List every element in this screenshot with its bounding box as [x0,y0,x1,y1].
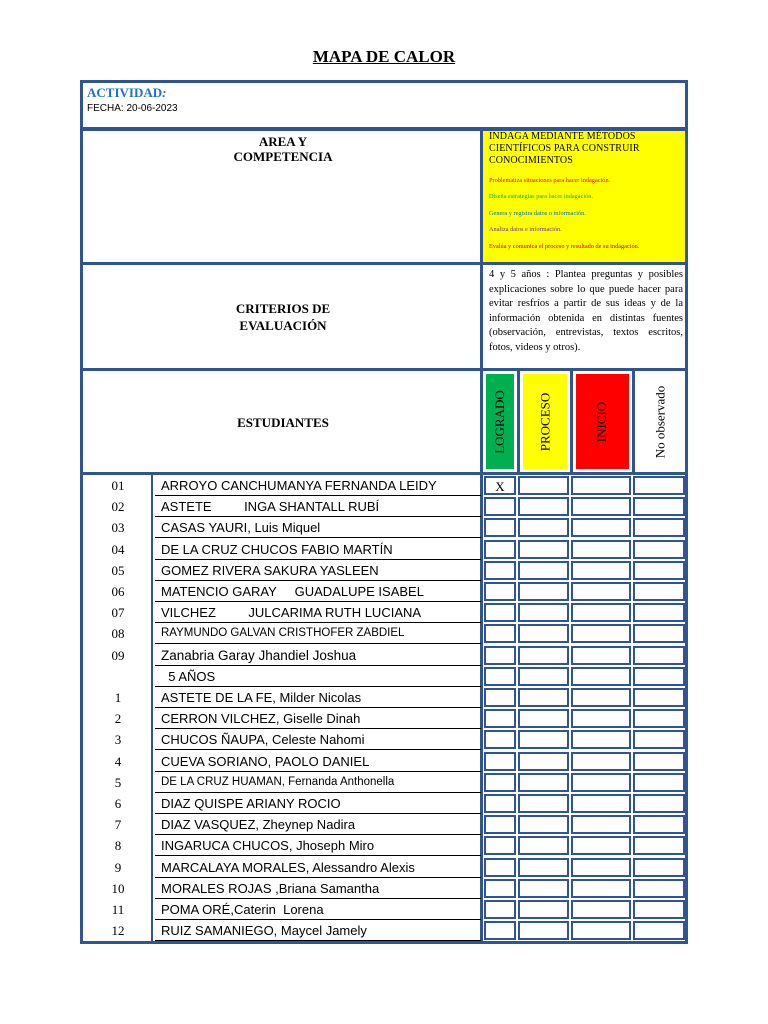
student-name: 5 AÑOS [161,668,216,684]
table-row [83,539,691,560]
level-cell-proceso[interactable] [518,603,569,622]
capacidad-item: Diseña estrategias para hacer indagación. [489,193,594,201]
level-cell-proceso[interactable] [518,646,569,665]
level-cell-logrado[interactable] [484,730,516,749]
area-competencia-label: AREA Y COMPETENCIA [233,134,333,164]
level-header-proceso: PROCESO [517,371,570,472]
level-cell-inicio[interactable] [571,815,631,834]
student-name: INGARUCA CHUCOS, Jhoseph Miro [161,838,375,854]
level-cell-no-observado[interactable] [633,794,685,813]
level-cell-no-observado[interactable] [633,879,685,898]
level-cell-no-observado[interactable] [633,858,685,877]
table-row [83,666,691,687]
level-cell-no-observado[interactable] [633,540,685,559]
level-cell-inicio[interactable] [571,921,631,940]
level-cell-logrado[interactable] [484,624,516,643]
level-cell-inicio[interactable] [571,773,631,792]
level-cell-logrado[interactable] [484,709,516,728]
level-cell-logrado[interactable] [484,561,516,580]
level-cell-no-observado[interactable] [633,688,685,707]
estudiantes-label: ESTUDIANTES [237,414,329,430]
level-cell-logrado[interactable] [484,582,516,601]
level-cell-proceso[interactable] [518,688,569,707]
level-cell-inicio[interactable] [571,752,631,771]
level-cell-proceso[interactable] [518,667,569,686]
level-cell-logrado[interactable] [484,518,516,537]
level-cell-proceso[interactable] [518,815,569,834]
level-cell-proceso[interactable] [518,582,569,601]
capacidad-item: Genera y registra datos o información. [489,209,586,217]
criterios-label: CRITERIOS DE EVALUACIÓN [235,300,331,333]
table-row [83,920,691,941]
student-name: POMA ORÉ,Caterin Lorena [161,902,324,917]
level-cell-no-observado[interactable] [633,603,685,622]
student-name: CERRON VILCHEZ, Giselle Dinah [161,711,361,727]
level-cell-proceso[interactable] [518,752,569,771]
level-cell-proceso[interactable] [518,709,569,728]
level-cell-no-observado[interactable] [633,709,685,728]
table-row [83,899,691,920]
table-row [83,517,691,538]
level-cell-proceso[interactable] [518,476,569,495]
level-cell-proceso[interactable] [518,858,569,877]
student-number: 3 [114,732,122,748]
student-number: 03 [111,520,125,536]
level-cell-inicio[interactable] [571,540,631,559]
level-cell-no-observado[interactable] [633,815,685,834]
student-name: DE LA CRUZ HUAMAN, Fernanda Anthonella [161,775,395,788]
level-cell-inicio[interactable] [571,794,631,813]
student-name: DE LA CRUZ CHUCOS FABIO MARTÍN [161,541,393,557]
student-name: MATENCIO GARAY GUADALUPE ISABEL [161,584,424,599]
level-cell-logrado[interactable] [484,836,516,855]
level-cell-no-observado[interactable] [633,476,685,495]
level-cell-no-observado[interactable] [633,752,685,771]
student-number [83,666,153,687]
level-cell-inicio[interactable] [571,518,631,537]
student-name: RAYMUNDO GALVAN CRISTHOFER ZABDIEL [161,627,405,640]
page-title: MAPA DE CALOR [312,47,456,66]
level-cell-proceso[interactable] [518,900,569,919]
student-number: 07 [111,605,125,621]
student-number: 01 [111,478,125,493]
level-cell-proceso[interactable] [518,794,569,813]
student-number: 09 [111,647,125,663]
student-number: 12 [111,923,125,939]
student-name: CHUCOS ÑAUPA, Celeste Nahomi [161,732,365,748]
students-table [80,472,688,944]
estudiantes-header [80,368,688,475]
level-cell-logrado[interactable] [484,476,516,495]
student-number: 2 [114,711,122,727]
level-cell-inicio[interactable] [571,561,631,580]
student-name: MORALES ROJAS ,Briana Samantha [161,880,380,896]
criterio-text: 4 y 5 años : Plantea preguntas y posibles explicaciones sobre lo que puede hacer para evitar resfríos a partir de sus ideas y de la información obtenida en distintas fuentes (observación, entrevistas, textos escritos, fotos, videos y otros). [489,269,683,353]
level-cell-inicio[interactable] [571,858,631,877]
student-number: 08 [111,626,125,642]
student-number: 6 [114,796,122,811]
student-name: MARCALAYA MORALES, Alessandro Alexis [161,859,415,875]
level-cell-inicio[interactable] [571,879,631,898]
level-cell-proceso[interactable] [518,879,569,898]
table-row [83,475,691,496]
level-cell-no-observado[interactable] [633,667,685,686]
level-cell-logrado[interactable] [484,879,516,898]
level-cell-logrado[interactable] [484,667,516,686]
student-name: ASTETE DE LA FE, Milder Nicolas [161,690,362,705]
table-row [83,814,691,835]
student-name: GOMEZ RIVERA SAKURA YASLEEN [161,562,379,578]
table-row [83,560,691,581]
level-cell-logrado[interactable] [484,497,516,516]
level-cell-inicio[interactable] [571,667,631,686]
student-number: 8 [114,838,122,854]
table-row [83,878,691,899]
student-name: VILCHEZ JULCARIMA RUTH LUCIANA [161,605,422,621]
level-cell-no-observado[interactable] [633,561,685,580]
level-cell-proceso[interactable] [518,730,569,749]
student-name: RUIZ SAMANIEGO, Maycel Jamely [161,923,367,939]
level-cell-no-observado[interactable] [633,773,685,792]
level-cell-logrado[interactable] [484,646,516,665]
logrado-mark: X [495,479,505,494]
student-name: CASAS YAURI, Luis Miquel [161,520,321,536]
capacidades-list [489,177,685,250]
table-row [83,581,691,602]
level-cell-logrado[interactable] [484,540,516,559]
student-name: CUEVA SORIANO, PAOLO DANIEL [161,753,370,769]
level-cell-inicio[interactable] [571,497,631,516]
level-cell-inicio[interactable] [571,624,631,643]
level-header-no-observado: No observado [632,371,685,472]
level-cell-no-observado[interactable] [633,900,685,919]
level-cell-no-observado[interactable] [633,497,685,516]
level-cell-no-observado[interactable] [633,836,685,855]
student-name: DIAZ VASQUEZ, Zheynep Nadira [161,817,356,833]
level-cell-proceso[interactable] [518,497,569,516]
level-cell-inicio[interactable] [571,476,631,495]
table-row [83,772,691,793]
table-row [83,751,691,772]
student-name: Zanabria Garay Jhandiel Joshua [161,647,357,663]
student-number: 04 [111,541,125,557]
table-row [83,687,691,708]
level-cell-no-observado[interactable] [633,646,685,665]
level-cell-inicio[interactable] [571,646,631,665]
student-number: 06 [111,584,125,599]
level-cell-logrado[interactable] [484,900,516,919]
level-cell-logrado[interactable] [484,773,516,792]
level-cell-inicio[interactable] [571,709,631,728]
table-row [83,623,691,644]
level-cell-proceso[interactable] [518,518,569,537]
level-cell-proceso[interactable] [518,540,569,559]
level-cell-logrado[interactable] [484,794,516,813]
table-row [83,793,691,814]
level-cell-no-observado[interactable] [633,582,685,601]
student-name: DIAZ QUISPE ARIANY ROCIO [161,796,341,811]
student-number: 02 [111,499,125,515]
level-cell-inicio[interactable] [571,688,631,707]
level-cell-inicio[interactable] [571,836,631,855]
actividad-label: ACTIVIDAD: [87,85,167,100]
student-name: ARROYO CANCHUMANYA FERNANDA LEIDY [161,478,437,493]
level-cell-logrado[interactable] [484,815,516,834]
table-row [83,496,691,517]
table-row [83,708,691,729]
level-cell-logrado[interactable] [484,858,516,877]
level-cell-no-observado[interactable] [633,518,685,537]
level-cell-proceso[interactable] [518,921,569,940]
student-number: 10 [111,880,125,896]
level-cell-inicio[interactable] [571,603,631,622]
table-row [83,602,691,623]
level-cell-inicio[interactable] [571,900,631,919]
capacidad-item: Analiza datos e información. [489,226,562,234]
level-cell-proceso[interactable] [518,624,569,643]
level-cell-no-observado[interactable] [633,921,685,940]
level-cell-no-observado[interactable] [633,730,685,749]
criterios-section [80,262,688,371]
student-number: 1 [114,690,122,705]
level-header-logrado: LOGRADO [480,371,517,472]
student-number: 05 [111,562,125,578]
level-cell-logrado[interactable] [484,688,516,707]
student-number: 4 [114,753,122,769]
table-row [83,857,691,878]
competencia-cell [483,131,685,262]
level-cell-logrado[interactable] [484,603,516,622]
level-cell-proceso[interactable] [518,836,569,855]
level-cell-proceso[interactable] [518,773,569,792]
level-header-inicio: INICIO [570,371,632,472]
table-row [83,645,691,666]
capacidad-item: Evalúa y comunica el proceso y resultado de su indagación. [489,242,640,250]
activity-header [80,80,688,130]
level-cell-no-observado[interactable] [633,624,685,643]
level-cell-logrado[interactable] [484,921,516,940]
student-name: ASTETE INGA SHANTALL RUBÍ [161,499,380,515]
table-row [83,835,691,856]
student-number: 9 [114,859,122,875]
student-number: 7 [114,817,122,833]
capacidad-item: Problematiza situaciones para hacer indagación. [489,176,611,184]
level-cell-inicio[interactable] [571,730,631,749]
student-number: 5 [114,774,122,790]
level-cell-proceso[interactable] [518,561,569,580]
area-competencia-section [80,128,688,265]
level-cell-logrado[interactable] [484,752,516,771]
fecha-text: FECHA: 20-06-2023 [87,103,178,114]
student-number: 11 [111,902,125,917]
table-row [83,729,691,750]
level-cell-inicio[interactable] [571,582,631,601]
competencia-title: INDAGA MEDIANTE MÉTODOS CIENTÍFICOS PARA CONSTRUIR CONOCIMIENTOS [489,131,640,166]
